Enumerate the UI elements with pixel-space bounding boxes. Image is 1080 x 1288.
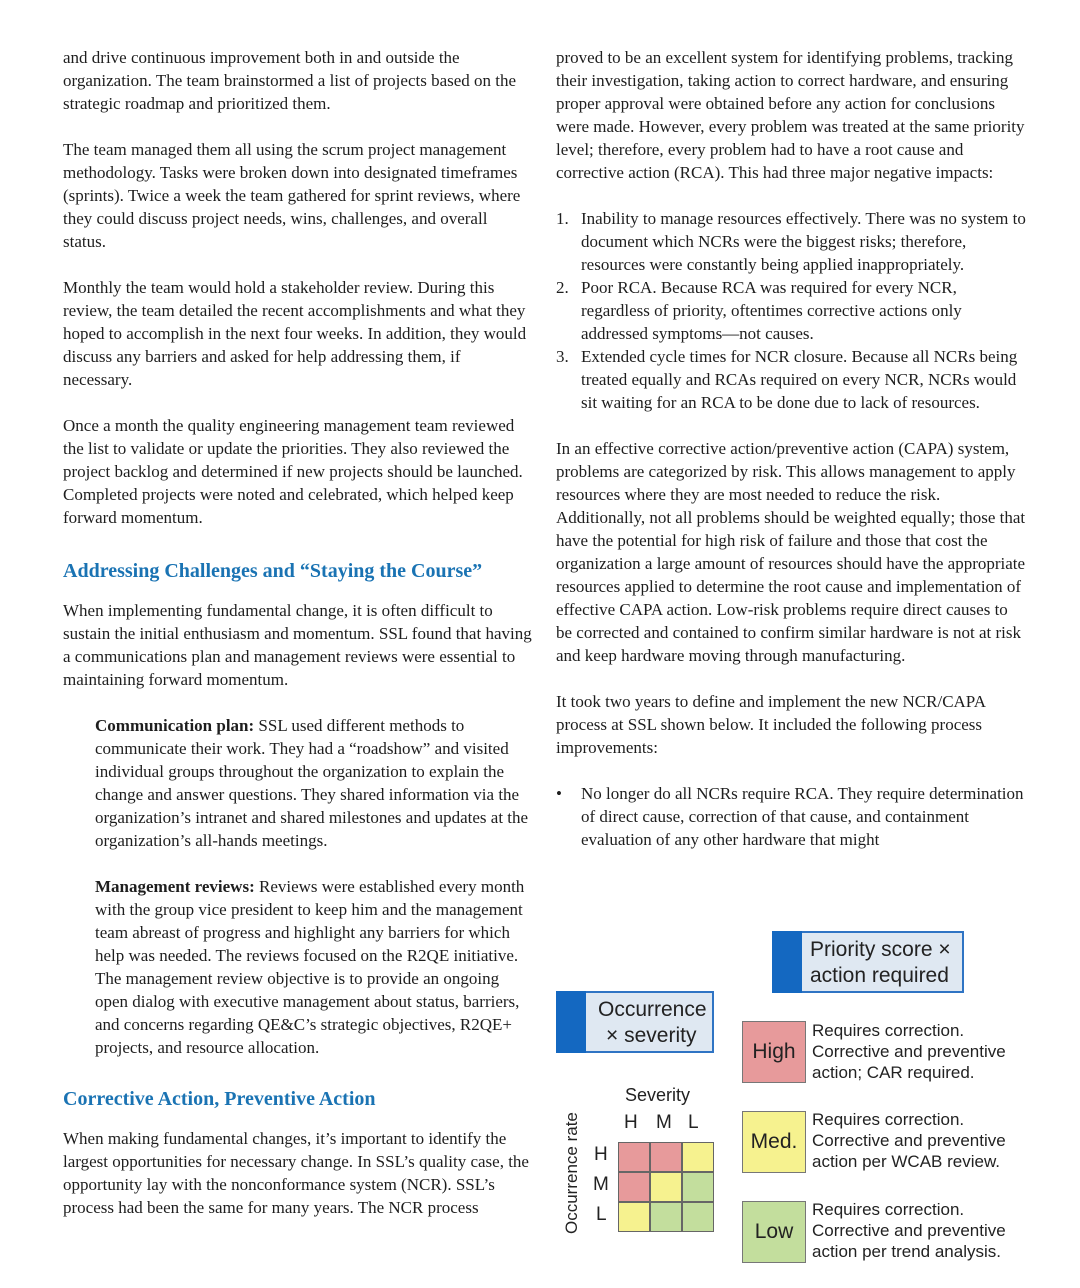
matrix-cell — [618, 1202, 650, 1232]
risk-matrix-figure — [552, 928, 1022, 1268]
list-number: 1. — [556, 209, 569, 228]
paragraph: It took two years to define and implement the new NCR/CAPA process at SSL shown below. It included the following process improvements: — [556, 692, 986, 757]
paragraph: proved to be an excellent system for identifying problems, tracking their investigation, taking action to correct hardware, and ensuring proper approval were obtained before any action for conclusions were made. However, every problem was treated at the same priority level; therefore, every problem had to have a root cause and corrective action (RCA). This had three major negative impacts: — [556, 48, 1025, 182]
management-reviews-paragraph — [95, 875, 533, 1059]
matrix-cell — [650, 1172, 682, 1202]
key-line: Occurrence — [598, 998, 707, 1021]
list-item-text: No longer do all NCRs require RCA. They require determination of direct cause, correction of that cause, and containment evaluation of any other hardware that might — [581, 784, 1024, 849]
description-line: action per trend analysis. — [812, 1242, 1001, 1261]
matrix-cell — [650, 1202, 682, 1232]
bullet-icon: • — [556, 784, 562, 803]
severity-axis-label: Severity — [625, 1085, 691, 1105]
severity-tick: M — [656, 1112, 672, 1133]
key-line: Priority score × — [810, 938, 951, 961]
communication-plan-paragraph — [95, 714, 533, 852]
run-in-heading: Management reviews: — [95, 877, 255, 896]
occurrence-tick: L — [596, 1204, 607, 1225]
list-item — [556, 782, 1026, 851]
list-item — [556, 345, 1026, 414]
paragraph: and drive continuous improvement both in and outside the organization. The team brainstormed a list of projects based on the strategic roadmap and prioritized them. — [63, 48, 517, 113]
priority-level-description — [812, 1020, 1022, 1083]
occurrence-rate-axis-label: Occurrence rate — [562, 1112, 581, 1234]
description-line: Requires correction. — [812, 1200, 965, 1219]
priority-score-key — [772, 931, 964, 993]
list-number: 2. — [556, 278, 569, 297]
list-number: 3. — [556, 347, 569, 366]
list-item-text: Inability to manage resources effectively. There was no system to document which NCRs were the biggest risks; therefore, resources were constantly being applied inappropriately. — [581, 209, 1026, 274]
description-line: Requires correction. — [812, 1110, 965, 1129]
list-item — [556, 207, 1026, 276]
description-line: Corrective and preventive — [812, 1221, 1006, 1240]
paragraph-text: SSL used different methods to communicate their work. They had a “roadshow” and visited individual groups throughout the organization to explain the change and answer questions. They shared information via the organization’s intranet and shared milestones and updates at the organization’s all-hands meetings. — [95, 716, 529, 850]
matrix-cell — [682, 1142, 714, 1172]
matrix-cell — [682, 1172, 714, 1202]
improvements-list — [556, 782, 1026, 851]
key-text — [598, 997, 707, 1049]
key-line: action required — [810, 964, 949, 987]
matrix-cell — [682, 1202, 714, 1232]
matrix-cell — [618, 1142, 650, 1172]
impacts-list — [556, 207, 1026, 414]
priority-level-low: Low — [742, 1201, 806, 1263]
paragraph: When implementing fundamental change, it is often difficult to sustain the initial enthusiasm and momentum. SSL found that having a communications plan and management reviews were essential to maintaining forward momentum. — [63, 601, 532, 689]
description-line: Corrective and preventive — [812, 1131, 1006, 1150]
section-heading: Corrective Action, Preventive Action — [63, 1088, 376, 1110]
priority-level-medium: Med. — [742, 1111, 806, 1173]
key-accent-bar — [556, 991, 586, 1053]
paragraph: Once a month the quality engineering management team reviewed the list to validate or update the priorities. They also reviewed the project backlog and determined if new projects should be launched. Completed projects were noted and celebrated, which helped keep forward momentum. — [63, 416, 523, 527]
key-accent-bar — [772, 931, 802, 993]
description-line: action; CAR required. — [812, 1063, 975, 1082]
risk-matrix — [618, 1142, 714, 1232]
priority-level-description — [812, 1109, 1022, 1172]
severity-tick: L — [688, 1112, 699, 1133]
left-column — [63, 46, 533, 1242]
run-in-heading: Communication plan: — [95, 716, 255, 735]
occurrence-tick: M — [593, 1174, 609, 1195]
severity-tick: H — [624, 1112, 638, 1133]
description-line: Requires correction. — [812, 1021, 965, 1040]
right-column — [556, 46, 1026, 874]
list-item-text: Poor RCA. Because RCA was required for every NCR, regardless of priority, oftentimes corrective actions only addressed symptoms—not causes. — [581, 278, 962, 343]
paragraph: In an effective corrective action/preventive action (CAPA) system, problems are categorized by risk. This allows management to apply resources where they are most needed to reduce the risk. Additionally, not all problems should be weighted equally; those that have the potential for high risk of failure and those that cost the organization a large amount of resources should have the appropriate resources applied to determine the root cause and implementation of effective CAPA action. Low-risk problems require direct causes to be corrected and contained to confirm similar hardware is not at risk and keep hardware moving through manufacturing. — [556, 439, 1026, 665]
paragraph: When making fundamental changes, it’s important to identify the largest opportunities for necessary change. In SSL’s quality case, the opportunity lay with the nonconformance system (NCR). SSL’s process had been the same for many years. The NCR process — [63, 1129, 529, 1217]
occurrence-tick: H — [594, 1144, 608, 1165]
priority-level-description — [812, 1199, 1022, 1262]
paragraph: The team managed them all using the scrum project management methodology. Tasks were broken down into designated timeframes (sprints). Twice a week the team gathered for sprint reviews, where they could discuss project needs, wins, challenges, and overall status. — [63, 140, 521, 251]
matrix-cell — [618, 1172, 650, 1202]
matrix-cell — [650, 1142, 682, 1172]
paragraph-text: Reviews were established every month with the group vice president to keep him and the management team abreast of progress and highlight any barriers for which help was needed. The reviews focused on the R2QE initiative. The management review objective is to provide an ongoing open dialog with executive management about status, barriers, and concerns regarding QE&C’s strategic objectives, R2QE+ projects, and resource allocation. — [95, 877, 525, 1057]
list-item — [556, 276, 1026, 345]
occurrence-severity-key — [556, 991, 714, 1053]
priority-level-high: High — [742, 1021, 806, 1083]
description-line: Corrective and preventive — [812, 1042, 1006, 1061]
description-line: action per WCAB review. — [812, 1152, 1001, 1171]
key-text — [810, 937, 951, 989]
section-heading: Addressing Challenges and “Staying the Course” — [63, 560, 483, 582]
list-item-text: Extended cycle times for NCR closure. Because all NCRs being treated equally and RCAs required on every NCR, NCRs would sit waiting for an RCA to be done due to lack of resources. — [581, 347, 1018, 412]
key-line: × severity — [606, 1024, 697, 1047]
paragraph: Monthly the team would hold a stakeholder review. During this review, the team detailed the recent accomplishments and what they hoped to accomplish in the next four weeks. In addition, they would discuss any barriers and asked for help addressing them, if necessary. — [63, 278, 527, 389]
